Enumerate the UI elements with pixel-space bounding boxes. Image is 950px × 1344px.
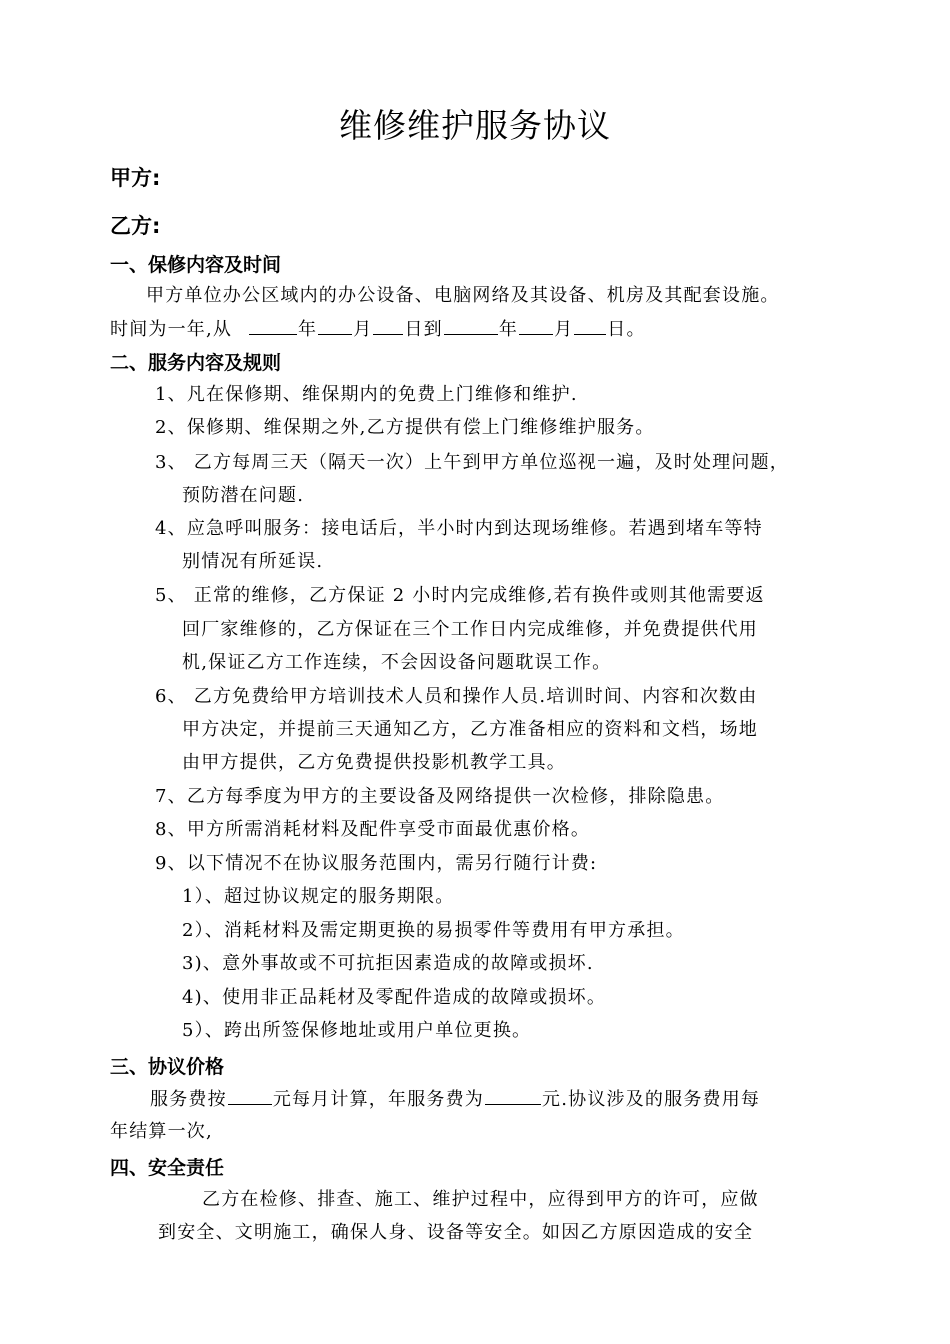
section-3-line-2: 年结算一次, bbox=[110, 1121, 213, 1142]
rule-5-line-1: 5、 正常的维修，乙方保证 2 小时内完成维修,若有换件或则其他需要返 bbox=[155, 585, 765, 606]
end-day-blank bbox=[574, 316, 606, 335]
rule-6-line-2: 甲方决定，并提前三天通知乙方，乙方准备相应的资料和文档，场地 bbox=[182, 719, 758, 740]
rule-9-sub-5: 5）、跨出所签保修地址或用户单位更换。 bbox=[182, 1020, 532, 1041]
rule-1: 1、凡在保修期、维保期内的免费上门维修和维护. bbox=[155, 384, 578, 405]
end-year-label: 年 bbox=[498, 319, 519, 340]
start-year-blank bbox=[249, 316, 297, 335]
section-4-line-1: 乙方在检修、排查、施工、维护过程中，应得到甲方的许可，应做 bbox=[202, 1189, 759, 1210]
start-day-blank bbox=[373, 316, 403, 335]
rule-6-line-1: 6、 乙方免费给甲方培训技术人员和操作人员.培训时间、内容和次数由 bbox=[155, 686, 758, 707]
period-prefix: 时间为一年,从 bbox=[110, 319, 233, 340]
rule-9-sub-1: 1）、超过协议规定的服务期限。 bbox=[182, 886, 455, 907]
rule-8: 8、甲方所需消耗材料及配件享受市面最优惠价格。 bbox=[155, 819, 591, 840]
rule-5-line-3: 机,保证乙方工作连续，不会因设备问题耽误工作。 bbox=[182, 652, 612, 673]
rule-7: 7、乙方每季度为甲方的主要设备及网络提供一次检修，排除隐患。 bbox=[155, 786, 725, 807]
fee-suffix: 元.协议涉及的服务费用每 bbox=[542, 1089, 761, 1110]
document-title: 维修维护服务协议 bbox=[339, 106, 611, 145]
end-year-blank bbox=[444, 316, 498, 335]
party-b-label: 乙方: bbox=[110, 214, 161, 238]
rule-9-sub-4: 4)、使用非正品耗材及零配件造成的故障或损坏。 bbox=[182, 987, 607, 1008]
section-1-line-2 bbox=[110, 316, 646, 343]
section-1-line-1: 甲方单位办公区域内的办公设备、电脑网络及其设备、机房及其配套设施。 bbox=[146, 285, 780, 306]
rule-2: 2、保修期、维保期之外,乙方提供有偿上门维修维护服务。 bbox=[155, 417, 655, 438]
rule-6-line-3: 由甲方提供，乙方免费提供投影机教学工具。 bbox=[182, 752, 566, 773]
annual-fee-blank bbox=[485, 1086, 541, 1105]
start-month-label: 月 bbox=[353, 319, 373, 340]
section-4-heading: 四、安全责任 bbox=[110, 1157, 225, 1179]
start-month-blank bbox=[318, 316, 352, 335]
start-day-label: 日到 bbox=[404, 319, 443, 340]
rule-5-line-2: 回厂家维修的，乙方保证在三个工作日内完成维修，并免费提供代用 bbox=[182, 619, 758, 640]
rule-9-sub-3: 3)、意外事故或不可抗拒因素造成的故障或损坏. bbox=[182, 953, 594, 974]
section-4-line-2: 到安全、文明施工，确保人身、设备等安全。如因乙方原因造成的安全 bbox=[158, 1222, 754, 1243]
rule-4-line-1: 4、应急呼叫服务：接电话后，半小时内到达现场维修。若遇到堵车等特 bbox=[155, 518, 763, 539]
section-3-line-1 bbox=[150, 1086, 760, 1113]
rule-3-line-2: 预防潜在问题. bbox=[182, 485, 305, 506]
monthly-fee-blank bbox=[228, 1086, 272, 1105]
section-2-heading: 二、服务内容及规则 bbox=[110, 352, 282, 374]
end-month-blank bbox=[519, 316, 553, 335]
section-3-heading: 三、协议价格 bbox=[110, 1056, 225, 1078]
rule-4-line-2: 别情况有所延误. bbox=[182, 551, 324, 572]
fee-prefix: 服务费按 bbox=[150, 1089, 227, 1110]
section-1-heading: 一、保修内容及时间 bbox=[110, 254, 282, 276]
end-day-label: 日。 bbox=[607, 319, 646, 340]
start-year-label: 年 bbox=[298, 319, 318, 340]
rule-3-line-1: 3、 乙方每周三天（隔天一次）上午到甲方单位巡视一遍，及时处理问题， bbox=[155, 452, 789, 473]
rule-9: 9、以下情况不在协议服务范围内，需另行随行计费: bbox=[155, 853, 598, 874]
end-month-label: 月 bbox=[554, 319, 574, 340]
rule-9-sub-2: 2）、消耗材料及需定期更换的易损零件等费用有甲方承担。 bbox=[182, 920, 685, 941]
fee-middle: 元每月计算，年服务费为 bbox=[272, 1089, 485, 1110]
party-a-label: 甲方: bbox=[110, 166, 161, 190]
